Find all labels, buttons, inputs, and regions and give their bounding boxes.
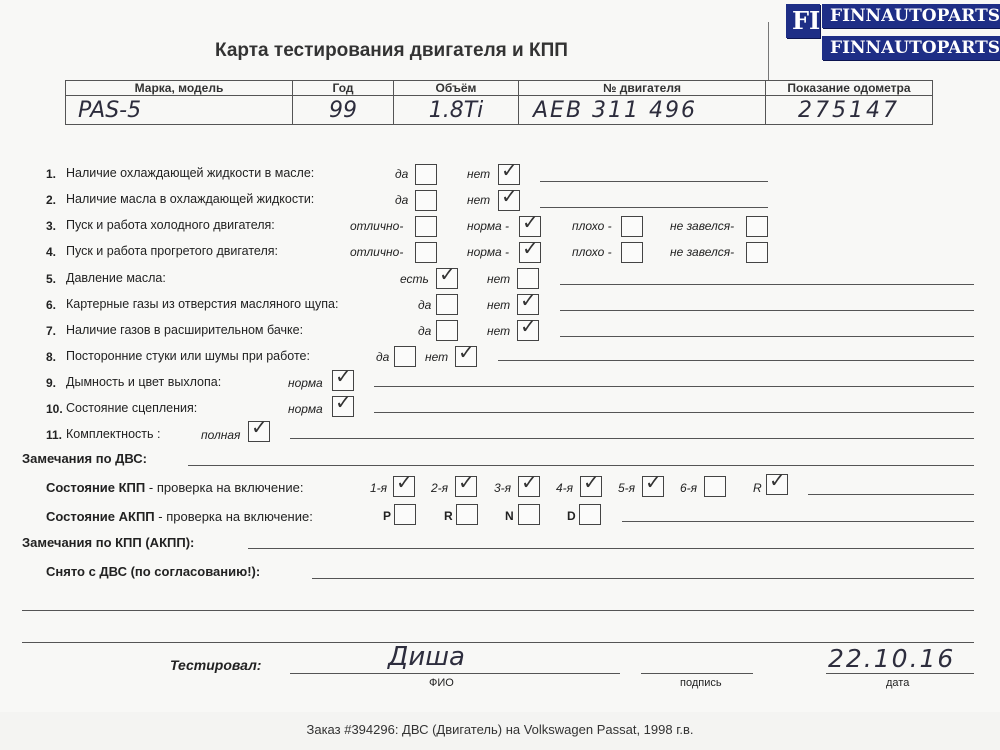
remark-line bbox=[22, 610, 974, 611]
checkbox-checked[interactable] bbox=[455, 340, 477, 367]
checkbox[interactable] bbox=[394, 346, 416, 367]
item-label: Состояние сцепления: bbox=[66, 401, 198, 415]
tester-name: Диша bbox=[388, 642, 465, 672]
gear-checkbox-checked[interactable] bbox=[642, 470, 664, 497]
option-label: нет bbox=[487, 272, 511, 286]
item-label: Картерные газы из отверстия масляного щупа: bbox=[66, 297, 339, 311]
item-label: Давление масла: bbox=[66, 271, 166, 285]
remark-line bbox=[622, 521, 974, 522]
col-year: Год bbox=[293, 81, 394, 96]
gear-label: 3-я bbox=[494, 481, 512, 495]
test-date: 22.10.16 bbox=[828, 644, 956, 673]
order-caption: Заказ #394296: ДВС (Двигатель) на Volkswagen Passat, 1998 г.в. bbox=[306, 722, 694, 737]
logo-plate-top bbox=[822, 4, 1000, 28]
remark-line bbox=[248, 548, 974, 549]
logo-text-top: FINNAUTOPARTS bbox=[830, 6, 1000, 26]
kpp-state-title: Состояние КПП bbox=[46, 480, 146, 495]
item-label: Наличие охлаждающей жидкости в масле: bbox=[66, 166, 315, 180]
option-label: да bbox=[376, 350, 390, 364]
value-odometer: 275147 bbox=[766, 96, 933, 125]
option-label: да bbox=[395, 193, 409, 207]
item-label: Дымность и цвет выхлопа: bbox=[66, 375, 222, 389]
removed-from-engine-label: Снято с ДВС (по согласованию!): bbox=[46, 564, 261, 579]
checkbox[interactable] bbox=[746, 216, 768, 237]
checkbox[interactable] bbox=[415, 216, 437, 237]
check-mark-icon: ✓ bbox=[521, 470, 538, 494]
value-year: 99 bbox=[293, 96, 394, 125]
akpp-state-title: Состояние АКПП bbox=[46, 509, 155, 524]
check-mark-icon: ✓ bbox=[522, 236, 539, 260]
check-mark-icon: ✓ bbox=[501, 158, 518, 182]
check-mark-icon: ✓ bbox=[583, 470, 600, 494]
gear-checkbox[interactable] bbox=[704, 476, 726, 497]
option-label: норма - bbox=[467, 245, 510, 259]
item-label: Пуск и работа прогретого двигателя: bbox=[66, 244, 278, 258]
checkbox[interactable] bbox=[415, 242, 437, 263]
option-label: нет bbox=[467, 167, 491, 181]
value-volume: 1.8Ti bbox=[394, 96, 519, 125]
vehicle-header-table bbox=[65, 80, 933, 125]
check-mark-icon: ✓ bbox=[522, 210, 539, 234]
item-number: 9. bbox=[46, 376, 57, 390]
col-engine-number: № двигателя bbox=[519, 81, 766, 96]
option-label: норма bbox=[288, 402, 323, 416]
remark-line bbox=[22, 642, 974, 643]
option-label: отлично- bbox=[350, 219, 404, 233]
gear-label: 6-я bbox=[680, 481, 698, 495]
tested-by-label: Тестировал: bbox=[170, 657, 262, 673]
fio-caption: ФИО bbox=[429, 677, 454, 689]
item-number: 11. bbox=[46, 428, 63, 442]
date-caption: дата bbox=[886, 677, 910, 689]
logo-plate-bottom bbox=[822, 36, 1000, 60]
remark-line bbox=[374, 386, 974, 387]
akpp-checkbox[interactable] bbox=[456, 504, 478, 525]
page-title: Карта тестирования двигателя и КПП bbox=[215, 40, 568, 61]
option-label: полная bbox=[201, 428, 241, 442]
logo-plate-back: FI bbox=[786, 4, 820, 38]
remark-line bbox=[540, 181, 768, 182]
option-label: норма - bbox=[467, 219, 510, 233]
col-make-model: Марка, модель bbox=[66, 81, 293, 96]
checkbox[interactable] bbox=[746, 242, 768, 263]
checkbox-checked[interactable] bbox=[517, 288, 539, 315]
logo-text-bottom: FINNAUTOPARTS bbox=[830, 38, 1000, 58]
option-label: отлично- bbox=[350, 245, 404, 259]
akpp-state-suffix: - проверка на включение: bbox=[158, 509, 313, 524]
date-line bbox=[826, 673, 974, 674]
option-label: есть bbox=[400, 272, 429, 286]
value-engine-number: AEB 311 496 bbox=[519, 96, 766, 125]
check-mark-icon: ✓ bbox=[501, 184, 518, 208]
item-number: 7. bbox=[46, 324, 57, 338]
akpp-state-label bbox=[46, 509, 313, 524]
gear-checkbox-checked[interactable] bbox=[766, 468, 788, 495]
value-make-model: PAS-5 bbox=[66, 96, 293, 125]
check-mark-icon: ✓ bbox=[251, 415, 268, 439]
item-label: Комплектность : bbox=[66, 427, 161, 441]
check-mark-icon: ✓ bbox=[645, 470, 662, 494]
gear-label: 4-я bbox=[556, 481, 574, 495]
akpp-mode-label: P bbox=[383, 509, 392, 523]
akpp-checkbox[interactable] bbox=[518, 504, 540, 525]
remark-line bbox=[290, 438, 974, 439]
option-label: нет bbox=[487, 324, 511, 338]
checkbox-checked[interactable] bbox=[517, 314, 539, 341]
item-number: 5. bbox=[46, 272, 57, 286]
item-label: Наличие масла в охлаждающей жидкости: bbox=[66, 192, 315, 206]
remark-line bbox=[540, 207, 768, 208]
finnautoparts-logo bbox=[786, 0, 998, 72]
item-label: Пуск и работа холодного двигателя: bbox=[66, 218, 275, 232]
option-label: да bbox=[395, 167, 409, 181]
checkbox-checked[interactable] bbox=[498, 184, 520, 211]
signature-line bbox=[641, 673, 753, 674]
check-mark-icon: ✓ bbox=[458, 470, 475, 494]
engine-remarks-label: Замечания по ДВС: bbox=[22, 451, 147, 466]
akpp-mode-label: R bbox=[444, 509, 453, 523]
item-label: Наличие газов в расширительном бачке: bbox=[66, 323, 304, 337]
check-mark-icon: ✓ bbox=[396, 470, 413, 494]
name-line bbox=[290, 673, 620, 674]
remark-line bbox=[374, 412, 974, 413]
checkbox[interactable] bbox=[415, 190, 437, 211]
kpp-state-label bbox=[46, 480, 303, 495]
check-mark-icon: ✓ bbox=[769, 468, 786, 492]
akpp-checkbox[interactable] bbox=[579, 504, 601, 525]
remark-line bbox=[498, 360, 974, 361]
remark-line bbox=[312, 578, 974, 579]
signature-caption: подпись bbox=[680, 677, 722, 689]
col-odometer: Показание одометра bbox=[766, 81, 933, 96]
akpp-mode-label: D bbox=[567, 509, 576, 523]
option-label: плохо - bbox=[572, 219, 612, 233]
gear-label: R bbox=[753, 481, 762, 495]
item-number: 8. bbox=[46, 350, 57, 364]
option-label: плохо - bbox=[572, 245, 612, 259]
gear-checkbox-checked[interactable] bbox=[518, 470, 540, 497]
item-number: 6. bbox=[46, 298, 57, 312]
check-mark-icon: ✓ bbox=[458, 340, 475, 364]
gear-checkbox-checked[interactable] bbox=[393, 470, 415, 497]
checkbox-checked[interactable] bbox=[436, 262, 458, 289]
remark-line bbox=[188, 465, 974, 466]
check-mark-icon: ✓ bbox=[335, 390, 352, 414]
akpp-mode-label: N bbox=[505, 509, 514, 523]
option-label: да bbox=[418, 324, 432, 338]
checkbox-checked[interactable] bbox=[248, 415, 270, 442]
checkbox[interactable] bbox=[436, 294, 458, 315]
option-label: да bbox=[418, 298, 432, 312]
gear-checkbox-checked[interactable] bbox=[455, 470, 477, 497]
remark-line bbox=[808, 494, 974, 495]
item-number: 1. bbox=[46, 167, 57, 181]
gear-label: 1-я bbox=[370, 481, 388, 495]
item-number: 2. bbox=[46, 193, 57, 207]
checkbox[interactable] bbox=[621, 216, 643, 237]
check-mark-icon: ✓ bbox=[520, 314, 537, 338]
item-label: Посторонние стуки или шумы при работе: bbox=[66, 349, 310, 363]
option-label: норма bbox=[288, 376, 323, 390]
col-volume: Объём bbox=[394, 81, 519, 96]
check-mark-icon: ✓ bbox=[335, 364, 352, 388]
scan-edge-line bbox=[768, 22, 769, 80]
option-label: нет bbox=[487, 298, 511, 312]
kpp-state-suffix: - проверка на включение: bbox=[148, 480, 304, 495]
gear-checkbox-checked[interactable] bbox=[580, 470, 602, 497]
gear-label: 5-я bbox=[618, 481, 636, 495]
option-label: нет bbox=[425, 350, 449, 364]
option-label: не завелся- bbox=[670, 219, 735, 233]
checkbox[interactable] bbox=[415, 164, 437, 185]
item-number: 4. bbox=[46, 245, 57, 259]
remark-line bbox=[560, 336, 974, 337]
checkbox[interactable] bbox=[436, 320, 458, 341]
checkbox-checked[interactable] bbox=[519, 210, 541, 237]
akpp-checkbox[interactable] bbox=[394, 504, 416, 525]
remark-line bbox=[560, 310, 974, 311]
option-label: нет bbox=[467, 193, 491, 207]
checkbox-checked[interactable] bbox=[332, 390, 354, 417]
checkbox-checked[interactable] bbox=[519, 236, 541, 263]
item-number: 10. bbox=[46, 402, 63, 416]
item-number: 3. bbox=[46, 219, 57, 233]
checkbox-checked[interactable] bbox=[498, 158, 520, 185]
option-label: не завелся- bbox=[670, 245, 735, 259]
check-mark-icon: ✓ bbox=[520, 288, 537, 312]
checkbox-checked[interactable] bbox=[332, 364, 354, 391]
check-mark-icon: ✓ bbox=[439, 262, 456, 286]
remark-line bbox=[560, 284, 974, 285]
checkbox[interactable] bbox=[621, 242, 643, 263]
checkbox[interactable] bbox=[517, 268, 539, 289]
kpp-remarks-label: Замечания по КПП (АКПП): bbox=[22, 535, 195, 550]
gear-label: 2-я bbox=[431, 481, 449, 495]
